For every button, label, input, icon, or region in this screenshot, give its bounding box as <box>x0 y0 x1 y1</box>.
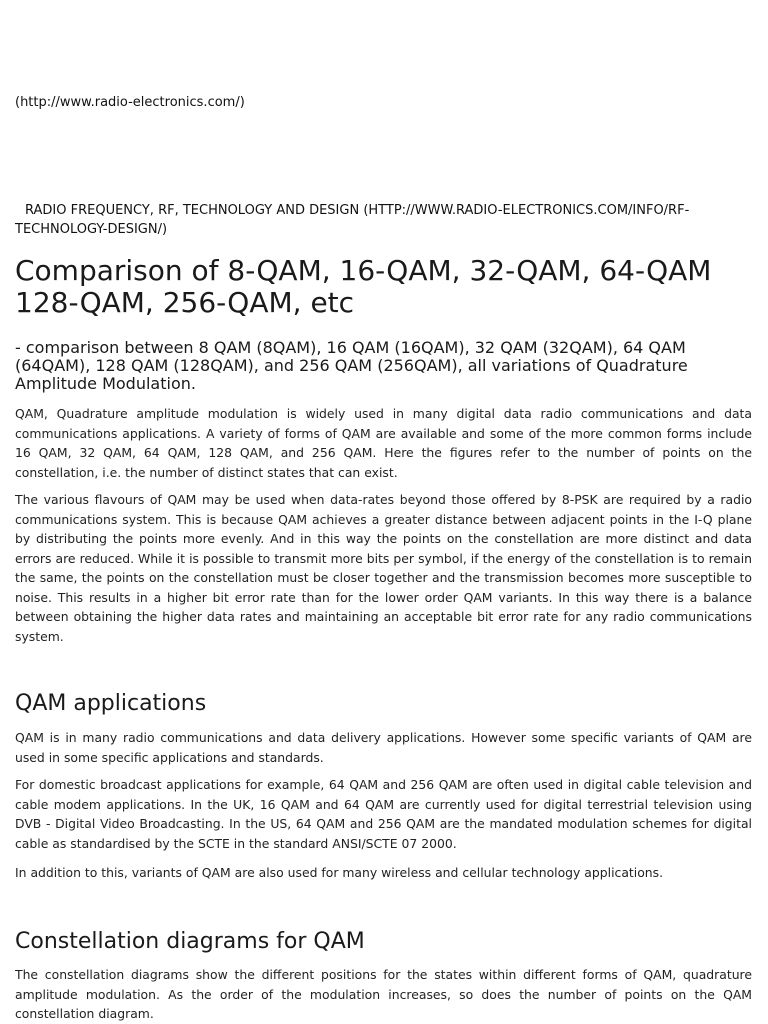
intro-paragraph: The various flavours of QAM may be used when data-rates beyond those offered by 8-PSK are required by a radio communications system. This is because QAM achieves a greater distance between adjacent points in the I-Q plane by distributing the points more evenly. And in this way the points on the constellation are more distinct and data errors are reduced. While it is possible to transmit more bits per symbol, if the energy of the constellation is to remain the same, the points on the constellation must be closer together and the transmission becomes more susceptible to noise. This results in a higher bit error rate than for the lower order QAM variants. In this way there is a balance between obtaining the higher data rates and maintaining an acceptable bit error rate for any radio communications system. <box>15 492 752 644</box>
section-paragraph: The constellation diagrams show the different positions for the states within different forms of QAM, quadrature amplitude modulation. As the order of the modulation increases, so does the number of points on the QAM constellation diagram. <box>15 967 752 1021</box>
section-paragraph: In addition to this, variants of QAM are also used for many wireless and cellular technology applications. <box>15 865 664 880</box>
section-paragraph: For domestic broadcast applications for example, 64 QAM and 256 QAM are often used in digital cable television and cable modem applications. In the UK, 16 QAM and 64 QAM are currently used for digital terrestrial television using DVB - Digital Video Broadcasting. In the US, 64 QAM and 256 QAM are the mandated modulation schemes for digital cable as standardised by the SCTE in the standard ANSI/SCTE 07 2000. <box>15 777 752 851</box>
page-subtitle: - comparison between 8 QAM (8QAM), 16 QAM (16QAM), 32 QAM (32QAM), 64 QAM (64QAM), 128 QAM (128QAM), and 256 QAM (256QAM), all variations of Quadrature Amplitude Modulation. <box>15 338 688 393</box>
intro-paragraph: QAM, Quadrature amplitude modulation is widely used in many digital data radio communications and data communications applications. A variety of forms of QAM are available and some of the more common forms include 16 QAM, 32 QAM, 64 QAM, 128 QAM, and 256 QAM. Here the figures refer to the number of points on the constellation, i.e. the number of distinct states that can exist. <box>15 406 752 480</box>
breadcrumb[interactable]: RADIO FREQUENCY, RF, TECHNOLOGY AND DESIGN (HTTP://WWW.RADIO-ELECTRONICS.COM/INFO/RF-TECHNOLOGY-DESIGN/) <box>15 203 690 237</box>
section-paragraph: QAM is in many radio communications and data delivery applications. However some specific variants of QAM are used in some specific applications and standards. <box>15 730 752 765</box>
site-home-link[interactable]: (http://www.radio-electronics.com/) <box>15 95 245 110</box>
section-heading-constellation-diagrams: Constellation diagrams for QAM <box>15 929 365 954</box>
section-heading-qam-applications: QAM applications <box>15 691 207 716</box>
page-title: Comparison of 8-QAM, 16-QAM, 32-QAM, 64-QAM 128-QAM, 256-QAM, etc <box>15 254 712 319</box>
